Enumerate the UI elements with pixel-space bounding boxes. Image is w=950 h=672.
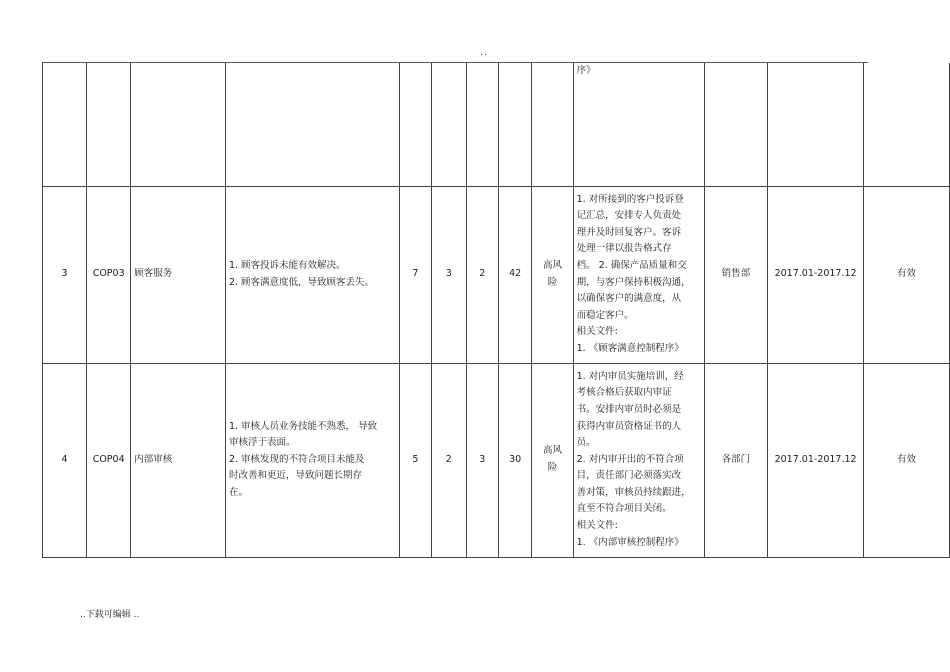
process-name: 内部审核 [131, 363, 226, 557]
detection-score: 3 [466, 363, 498, 557]
severity-score: 5 [399, 363, 431, 557]
rpn-score: 30 [498, 363, 531, 557]
occurrence-score: 3 [432, 186, 466, 363]
detection-score: 2 [466, 186, 498, 363]
table-cell [43, 63, 87, 186]
table-cell [399, 63, 431, 186]
severity-score: 7 [399, 186, 431, 363]
table-cell [466, 63, 498, 186]
process-code: COP04 [87, 363, 131, 557]
control-measures: 1. 对内审员实施培训，经 考核合格后获取内审证 书。安排内审员时必须是 获得内审员资格证书的人 员。 2. 对内审开出的不符合项 目，责任部门必须落实改 善对策，审核员持续跟进， 直至不符合项目关闭。 相关文件: 1. 《内部审核控制程序》 [573, 363, 704, 557]
table-cell [768, 63, 864, 186]
table-row [43, 186, 950, 363]
risk-description: 1. 审核人员业务技能不熟悉， 导致 审核浮于表面。 2. 审核发现的不符合项目未能及 时改善和更近，导致问题长期存 在。 [225, 363, 399, 557]
table-row-continued [43, 63, 950, 186]
control-measures: 1. 对所接到的客户投诉登 记汇总，安排专人负责处 理并及时回复客户。客诉 处理一律以报告格式存 档。 2. 确保产品质量和交 期，与客户保持积极沟通， 以确保客户的满意度，从 而稳定客户。 相关文件: 1. 《顾客满意控制程序》 [573, 186, 704, 363]
table-cell [498, 63, 531, 186]
status: 有效 [863, 363, 949, 557]
page-footer: ..下载可编辑 .. [80, 610, 140, 620]
responsible-dept: 各部门 [704, 363, 768, 557]
risk-level: 高风 险 [532, 186, 573, 363]
table-cell [863, 63, 949, 186]
table-cell [532, 63, 573, 186]
occurrence-score: 2 [432, 363, 466, 557]
table-cell [131, 63, 226, 186]
measures-cell-continued: 序》 [573, 63, 704, 186]
rpn-score: 42 [498, 186, 531, 363]
row-number: 3 [43, 186, 87, 363]
risk-level: 高风 险 [532, 363, 573, 557]
table-cell [704, 63, 768, 186]
process-code: COP03 [87, 186, 131, 363]
row-number: 4 [43, 363, 87, 557]
table-cell [87, 63, 131, 186]
period: 2017.01-2017.12 [768, 363, 864, 557]
risk-register-table [42, 63, 950, 558]
period: 2017.01-2017.12 [768, 186, 864, 363]
table-cell [225, 63, 399, 186]
process-name: 顾客服务 [131, 186, 226, 363]
risk-description: 1. 顾客投诉未能有效解决。 2. 顾客满意度低，导致顾客丢失。 [225, 186, 399, 363]
table-cell [432, 63, 466, 186]
status: 有效 [863, 186, 949, 363]
responsible-dept: 销售部 [704, 186, 768, 363]
page-header-dots: .. [480, 48, 488, 58]
table-row [43, 363, 950, 557]
